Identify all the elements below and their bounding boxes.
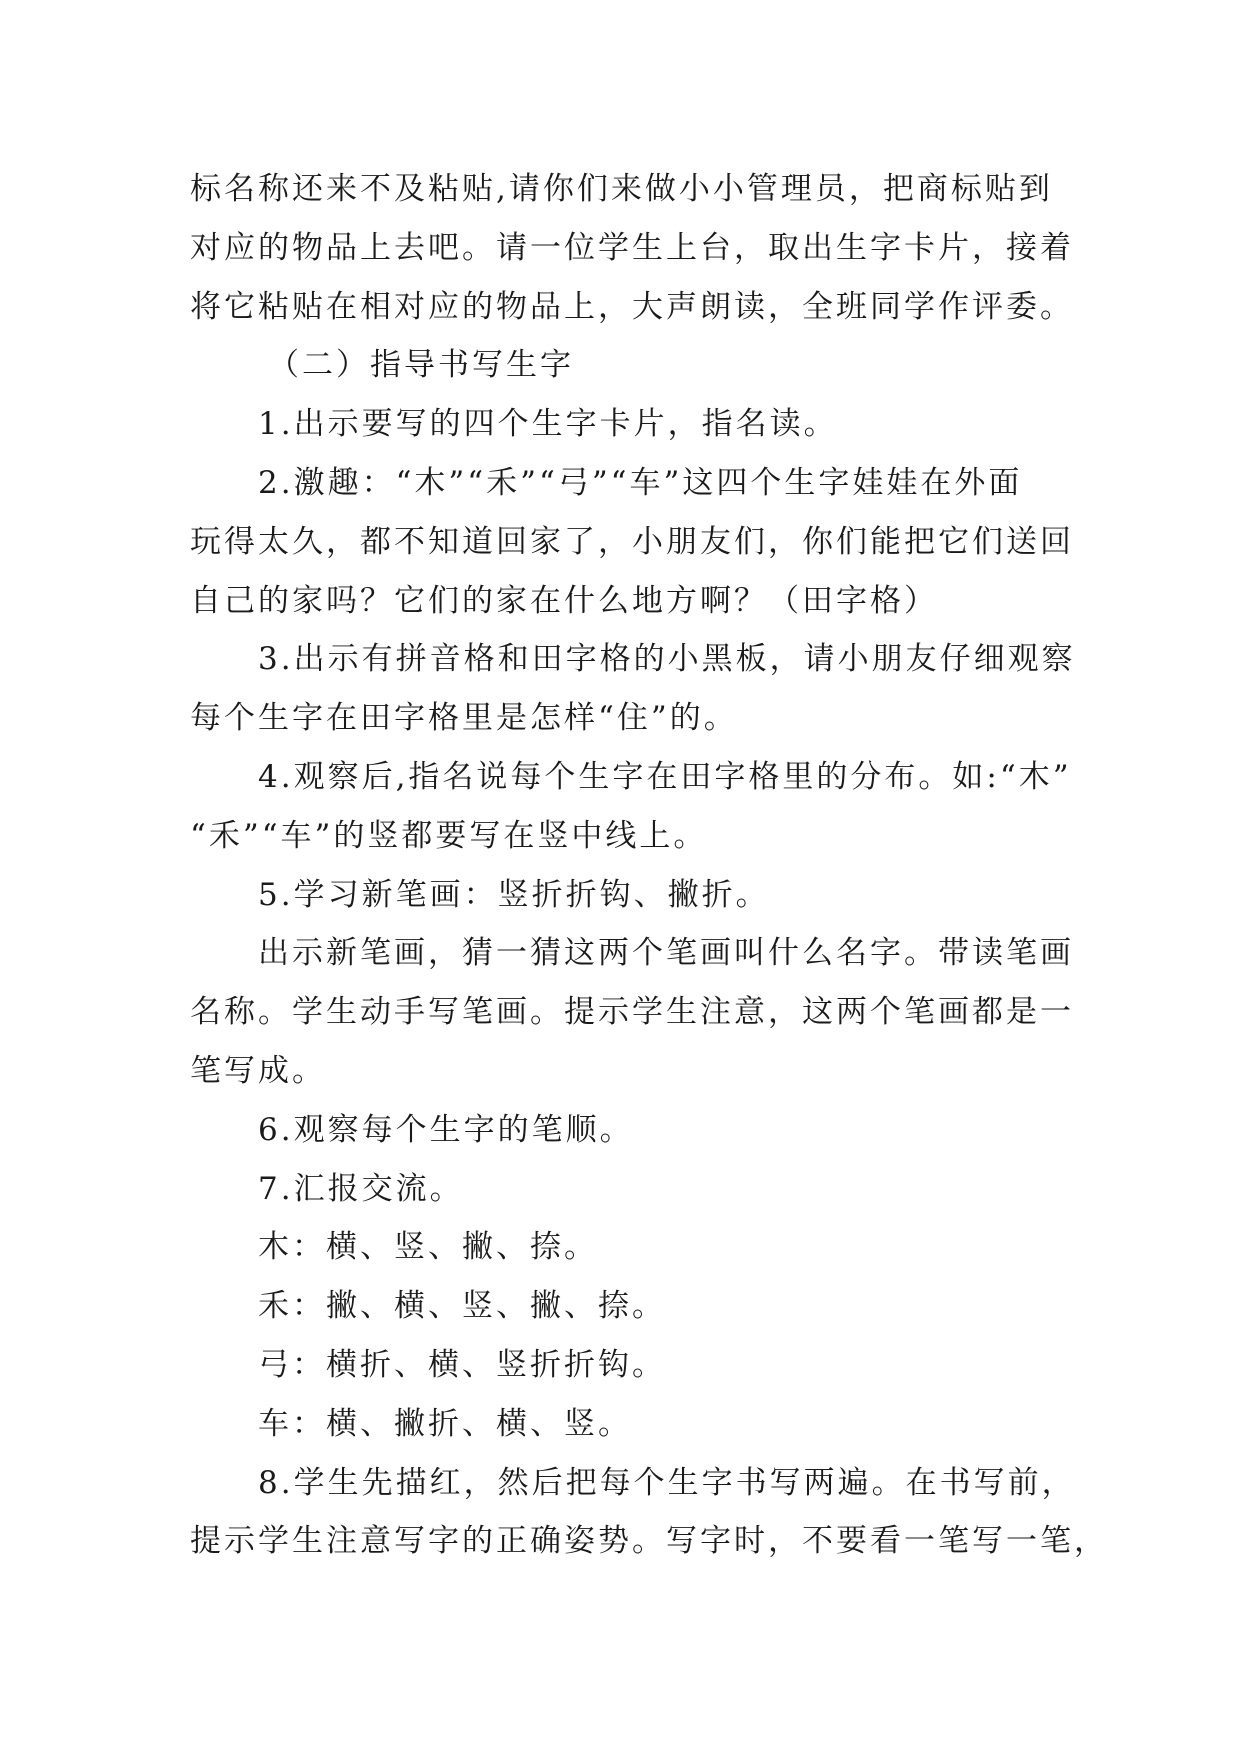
stroke-order-item: 禾：撇、横、竖、撇、捺。 bbox=[258, 1288, 666, 1325]
text-line: 7.汇报交流。 bbox=[258, 1170, 464, 1207]
text-line: 名称。学生动手写笔画。提示学生注意，这两个笔画都是一 bbox=[190, 994, 1074, 1031]
text-line: 1.出示要写的四个生字卡片，指名读。 bbox=[258, 406, 838, 443]
text-line: 自己的家吗？它们的家在什么地方啊？（田字格） bbox=[190, 582, 938, 619]
stroke-order-item: 木：横、竖、撇、捺。 bbox=[258, 1229, 598, 1266]
text-line: 2.激趣：“木”“禾”“弓”“车”这四个生字娃娃在外面 bbox=[258, 464, 1023, 501]
body-text bbox=[190, 160, 1108, 1571]
text-line: 出示新笔画，猜一猜这两个笔画叫什么名字。带读笔画 bbox=[258, 935, 1074, 972]
text-line: 玩得太久，都不知道回家了，小朋友们，你们能把它们送回 bbox=[190, 523, 1074, 560]
text-line: 对应的物品上去吧。请一位学生上台，取出生字卡片，接着 bbox=[190, 229, 1074, 266]
text-line: 6.观察每个生字的笔顺。 bbox=[258, 1111, 634, 1148]
text-line: 8.学生先描红，然后把每个生字书写两遍。在书写前， bbox=[258, 1464, 1076, 1501]
text-line: 笔写成。 bbox=[190, 1052, 326, 1089]
text-line: 5.学习新笔画：竖折折钩、撇折。 bbox=[258, 876, 770, 913]
text-line: 标名称还来不及粘贴,请你们来做小小管理员，把商标贴到 bbox=[190, 171, 1053, 207]
text-line: 3.出示有拼音格和田字格的小黑板，请小朋友仔细观察 bbox=[258, 641, 1076, 678]
text-line: “禾”“车”的竖都要写在竖中线上。 bbox=[190, 817, 708, 854]
text-line: 每个生字在田字格里是怎样“住”的。 bbox=[190, 700, 738, 737]
text-line: 提示学生注意写字的正确姿势。写字时，不要看一笔写一笔， bbox=[190, 1523, 1108, 1560]
text-line: 4.观察后,指名说每个生字在田字格里的分布。如:“木” bbox=[258, 758, 1072, 795]
text-line: 将它粘贴在相对应的物品上，大声朗读，全班同学作评委。 bbox=[190, 288, 1074, 325]
stroke-order-item: 弓：横折、横、竖折折钩。 bbox=[258, 1346, 666, 1383]
stroke-order-item: 车：横、撇折、横、竖。 bbox=[258, 1405, 632, 1442]
section-heading: （二）指导书写生字 bbox=[268, 347, 574, 384]
